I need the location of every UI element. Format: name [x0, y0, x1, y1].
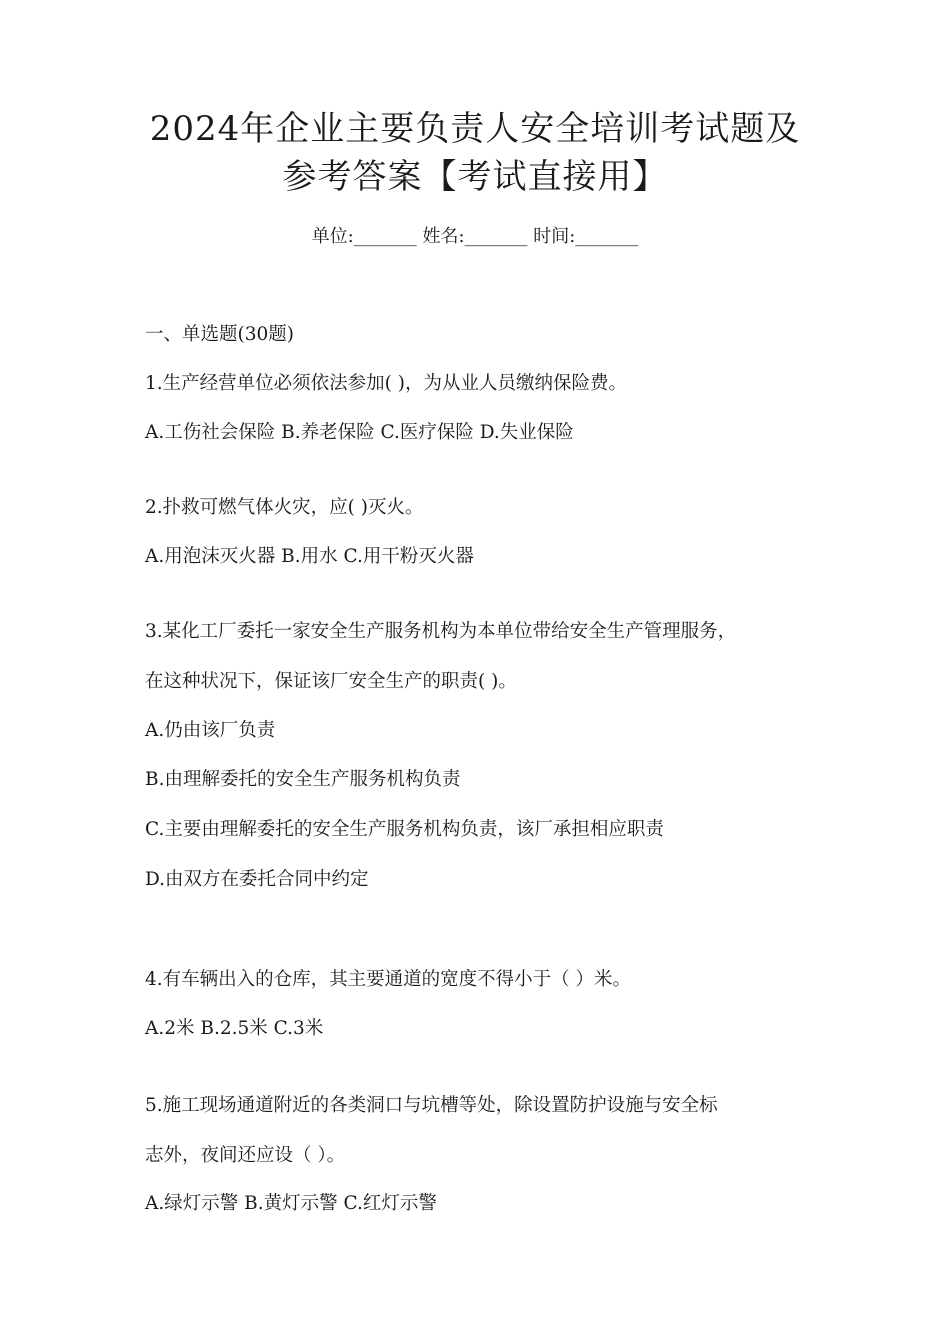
question-3-stem-line-1: 3.某化工厂委托一家安全生产服务机构为本单位带给安全生产管理服务， [145, 621, 737, 642]
question-3-option-b: B.由理解委托的安全生产服务机构负责 [145, 769, 461, 790]
question-5-stem-line-1: 5.施工现场通道附近的各类洞口与坑槽等处，除设置防护设施与安全标 [145, 1095, 718, 1116]
question-3-option-c: C.主要由理解委托的安全生产服务机构负责，该厂承担相应职责 [145, 819, 664, 840]
question-3-option-d: D.由双方在委托合同中约定 [145, 869, 369, 890]
title-line-2: 参考答案【考试直接用】 [282, 157, 668, 197]
question-5-stem-line-2: 志外，夜间还应设（ ）。 [145, 1145, 346, 1166]
question-3-option-a: A.仍由该厂负责 [145, 720, 276, 741]
question-1-options: A.工伤社会保险 B.养老保险 C.医疗保险 D.失业保险 [145, 422, 574, 443]
question-4-stem: 4.有车辆出入的仓库，其主要通道的宽度不得小于（ ）米。 [145, 969, 632, 990]
question-5-options: A.绿灯示警 B.黄灯示警 C.红灯示警 [145, 1193, 437, 1214]
title-line-1: 2024年企业主要负责人安全培训考试题及 [149, 109, 801, 149]
question-1-stem: 1.生产经营单位必须依法参加( )，为从业人员缴纳保险费。 [145, 373, 627, 394]
question-2-stem: 2.扑救可燃气体火灾，应( )灭火。 [145, 497, 424, 518]
meta-fill-line: 单位:_______ 姓名:_______ 时间:_______ [311, 226, 639, 247]
section-heading: 一、单选题(30题) [145, 324, 294, 345]
question-2-options: A.用泡沫灭火器 B.用水 C.用干粉灭火器 [145, 546, 474, 567]
question-3-stem-line-2: 在这种状况下，保证该厂安全生产的职责( )。 [145, 671, 517, 692]
question-4-options: A.2米 B.2.5米 C.3米 [145, 1018, 324, 1039]
